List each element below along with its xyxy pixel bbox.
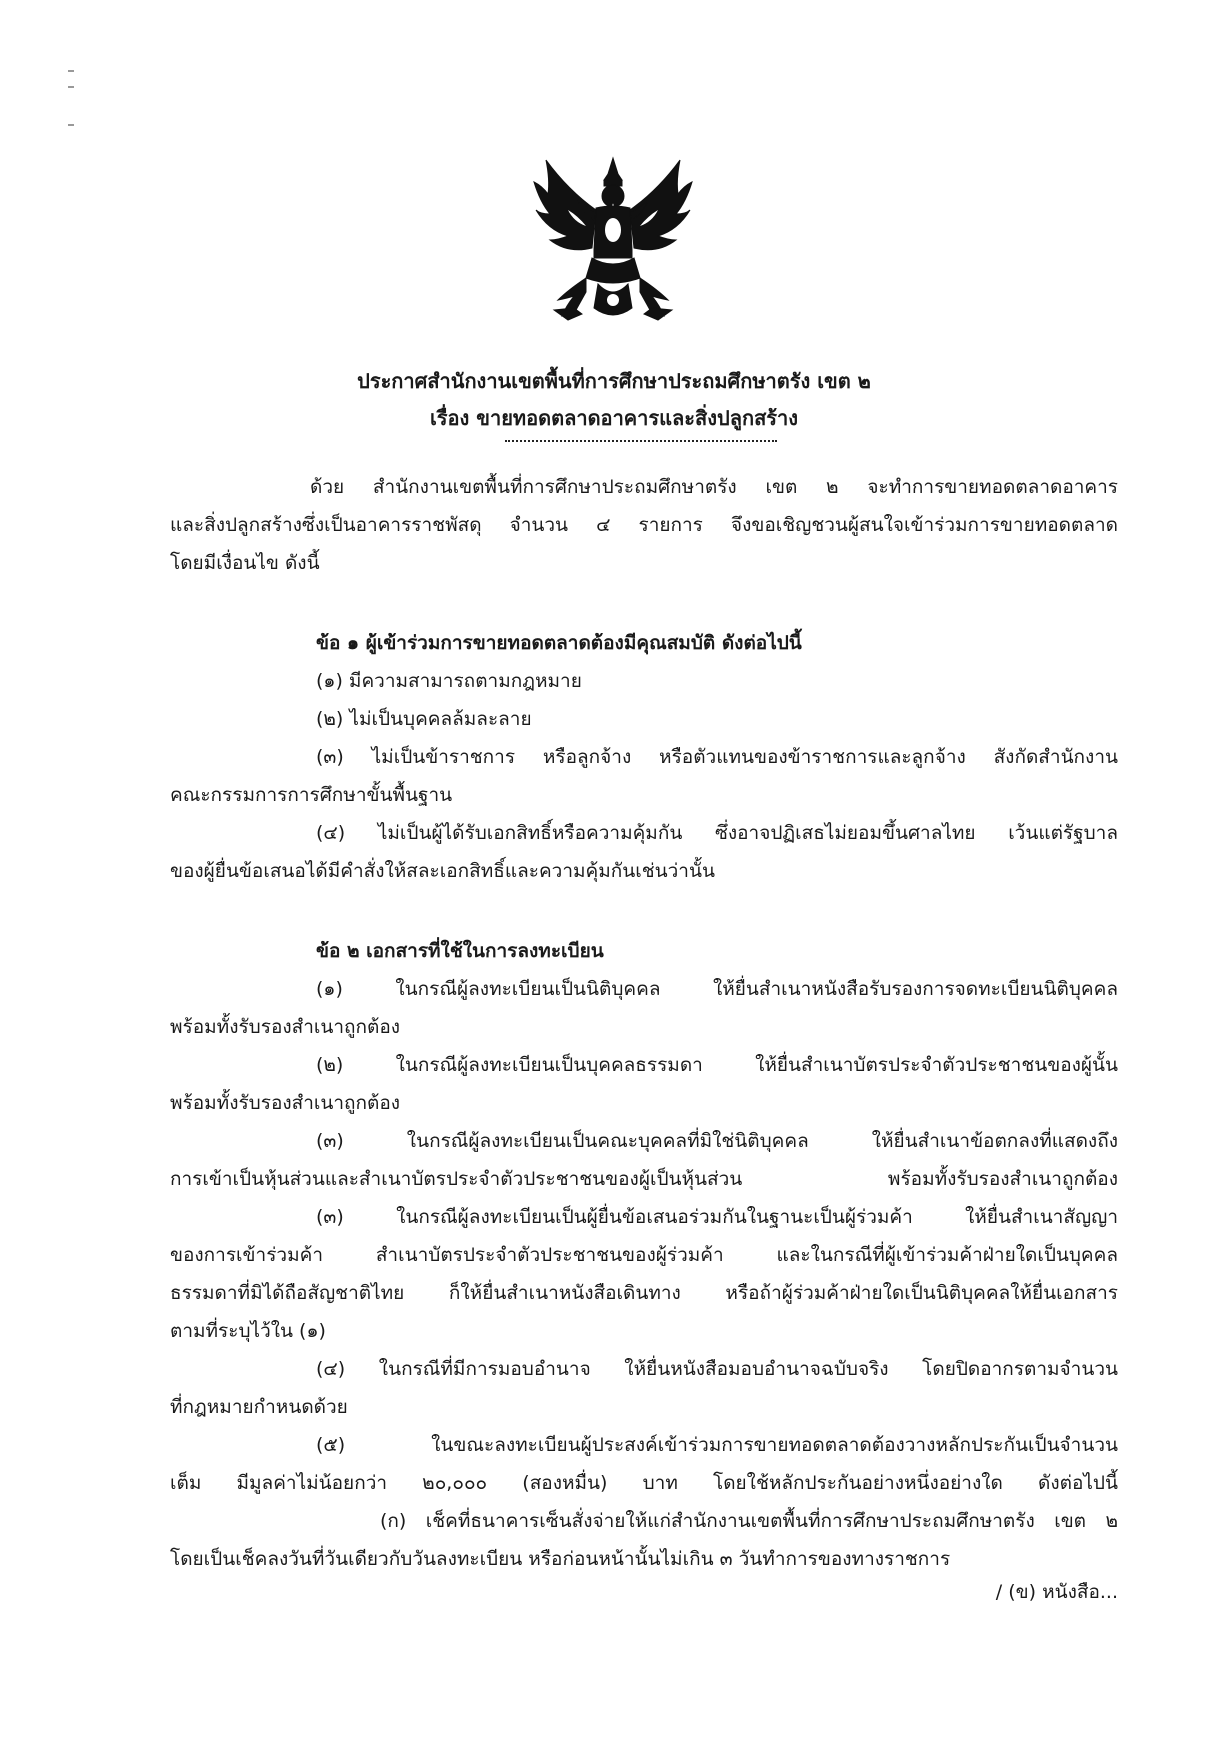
section-2-item-1: (๑) ในกรณีผู้ลงทะเบียนเป็นนิติบุคคล ให้ยื่นสำเนาหนังสือรับรองการจดทะเบียนนิติบุคคล — [316, 978, 1118, 1000]
section-2-item-4: (๔) ในกรณีที่มีการมอบอำนาจ ให้ยื่นหนังสือมอบอำนาจฉบับจริง โดยปิดอากรตามจำนวน — [316, 1358, 1118, 1380]
section-2-item-5: (๕) ในขณะลงทะเบียนผู้ประสงค์เข้าร่วมการขายทอดตลาดต้องวางหลักประกันเป็นจำนวน — [316, 1434, 1118, 1456]
section-2-item-3b-cont-3: ตามที่ระบุไว้ใน (๑) — [170, 1320, 326, 1342]
section-1-item-4-cont: ของผู้ยื่นข้อเสนอได้มีคำสั่งให้สละเอกสิทธิ์และความคุ้มกันเช่นว่านั้น — [170, 860, 715, 882]
section-1-item-3-cont: คณะกรรมการการศึกษาขั้นพื้นฐาน — [170, 784, 453, 806]
section-1-item-1: (๑) มีความสามารถตามกฎหมาย — [316, 670, 582, 692]
scan-mark — [68, 70, 74, 72]
section-2-item-3: (๓) ในกรณีผู้ลงทะเบียนเป็นคณะบุคคลที่มิใช่นิติบุคคล ให้ยื่นสำเนาข้อตกลงที่แสดงถึง — [316, 1130, 1118, 1152]
section-2-item-2-cont: พร้อมทั้งรับรองสำเนาถูกต้อง — [170, 1092, 401, 1114]
section-2-item-a-cont: โดยเป็นเช็คลงวันที่วันเดียวกับวันลงทะเบียน หรือก่อนหน้านั้นไม่เกิน ๓ วันทำการของทางราชการ — [170, 1548, 951, 1570]
scan-mark — [68, 124, 74, 126]
section-2-heading: ข้อ ๒ เอกสารที่ใช้ในการลงทะเบียน — [316, 940, 604, 962]
intro-line-1: ด้วย สำนักงานเขตพื้นที่การศึกษาประถมศึกษาตรัง เขต ๒ จะทำการขายทอดตลาดอาคาร — [310, 476, 1118, 498]
section-2-item-3b: (๓) ในกรณีผู้ลงทะเบียนเป็นผู้ยื่นข้อเสนอร่วมกันในฐานะเป็นผู้ร่วมค้า ให้ยื่นสำเนาสัญญา — [316, 1206, 1118, 1228]
dotted-divider — [505, 440, 777, 442]
announcement-subject: เรื่อง ขายทอดตลาดอาคารและสิ่งปลูกสร้าง — [429, 406, 799, 430]
section-2-item-1-cont: พร้อมทั้งรับรองสำเนาถูกต้อง — [170, 1016, 401, 1038]
section-2-item-2: (๒) ในกรณีผู้ลงทะเบียนเป็นบุคคลธรรมดา ให้ยื่นสำเนาบัตรประจำตัวประชาชนของผู้นั้น — [316, 1054, 1118, 1076]
intro-line-3: โดยมีเงื่อนไข ดังนี้ — [170, 552, 320, 574]
intro-line-2: และสิ่งปลูกสร้างซึ่งเป็นอาคารราชพัสดุ จำนวน ๔ รายการ จึงขอเชิญชวนผู้สนใจเข้าร่วมการขายทอดตลาด — [170, 514, 1118, 536]
section-2-item-a: (ก) เช็คที่ธนาคารเซ็นสั่งจ่ายให้แก่สำนักงานเขตพื้นที่การศึกษาประถมศึกษาตรัง เขต ๒ — [380, 1510, 1118, 1532]
section-2-item-3b-cont-1: ของการเข้าร่วมค้า สำเนาบัตรประจำตัวประชาชนของผู้ร่วมค้า และในกรณีที่ผู้เข้าร่วมค้าฝ่ายใดเป็นบุคคล — [170, 1244, 1118, 1266]
section-2-item-3-cont: การเข้าเป็นหุ้นส่วนและสำเนาบัตรประจำตัวประชาชนของผู้เป็นหุ้นส่วน พร้อมทั้งรับรองสำเนาถูกต้อง — [170, 1168, 1118, 1190]
section-1-item-2: (๒) ไม่เป็นบุคคลล้มละลาย — [316, 708, 532, 730]
scan-mark — [68, 86, 74, 88]
section-2-item-3b-cont-2: ธรรมดาที่มิได้ถือสัญชาติไทย ก็ให้ยื่นสำเนาหนังสือเดินทาง หรือถ้าผู้ร่วมค้าฝ่ายใดเป็นนิติบุคคลให้ยื่นเอกสาร — [170, 1282, 1118, 1304]
section-1-item-4: (๔) ไม่เป็นผู้ได้รับเอกสิทธิ์หรือความคุ้มกัน ซึ่งอาจปฏิเสธไม่ยอมขึ้นศาลไทย เว้นแต่รัฐบาล — [316, 822, 1118, 844]
announcement-title: ประกาศสำนักงานเขตพื้นที่การศึกษาประถมศึกษาตรัง เขต ๒ — [357, 369, 871, 393]
garuda-emblem-icon — [528, 150, 698, 325]
section-1-heading: ข้อ ๑ ผู้เข้าร่วมการขายทอดตลาดต้องมีคุณสมบัติ ดังต่อไปนี้ — [316, 632, 802, 654]
section-2-item-5-cont: เต็ม มีมูลค่าไม่น้อยกว่า ๒๐,๐๐๐ (สองหมื่น) บาท โดยใช้หลักประกันอย่างหนึ่งอย่างใด ดังต่อไปนี้ — [170, 1472, 1118, 1494]
section-1-item-3: (๓) ไม่เป็นข้าราชการ หรือลูกจ้าง หรือตัวแทนของข้าราชการและลูกจ้าง สังกัดสำนักงาน — [316, 746, 1118, 768]
continued-note: / (ข) หนังสือ... — [995, 1581, 1118, 1603]
section-2-item-4-cont: ที่กฎหมายกำหนดด้วย — [170, 1396, 348, 1418]
